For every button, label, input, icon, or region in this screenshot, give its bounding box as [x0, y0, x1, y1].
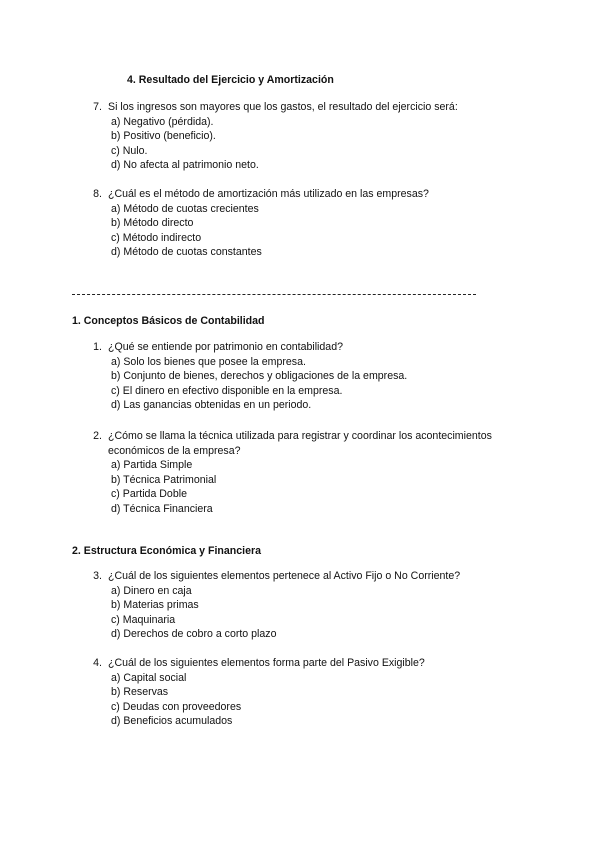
question-text: ¿Cuál de los siguientes elementos pertenece al Activo Fijo o No Corriente? — [108, 570, 461, 582]
question-number: 3. — [93, 570, 102, 582]
option-c: c) Método indirecto — [111, 231, 202, 244]
question-3 — [88, 569, 528, 642]
option-list — [88, 115, 528, 173]
question-text: ¿Qué se entiende por patrimonio en contabilidad? — [108, 341, 343, 353]
question-text: ¿Cuál de los siguientes elementos forma parte del Pasivo Exigible? — [108, 657, 425, 669]
option-a: a) Método de cuotas crecientes — [111, 202, 259, 215]
option-list — [88, 202, 528, 260]
option-d: d) Método de cuotas constantes — [111, 246, 262, 259]
option-a: a) Solo los bienes que posee la empresa. — [111, 355, 306, 368]
question-text: ¿Cuál es el método de amortización más utilizado en las empresas? — [108, 188, 429, 200]
question-7 — [88, 100, 528, 173]
question-2 — [88, 429, 528, 517]
question-number: 7. — [93, 101, 102, 113]
option-b: b) Reservas — [111, 686, 169, 699]
option-c: c) Deudas con proveedores — [111, 700, 242, 713]
question-4 — [88, 656, 528, 729]
question-number: 1. — [93, 341, 102, 353]
question-number: 2. — [93, 430, 102, 442]
section-heading-resultado: 4. Resultado del Ejercicio y Amortización — [127, 74, 334, 86]
section-divider — [72, 294, 476, 295]
section-heading-conceptos: 1. Conceptos Básicos de Contabilidad — [72, 315, 265, 327]
option-c: c) Nulo. — [111, 144, 148, 157]
option-b: b) Positivo (beneficio). — [111, 130, 216, 143]
option-d: d) No afecta al patrimonio neto. — [111, 159, 259, 172]
question-text: ¿Cómo se llama la técnica utilizada para registrar y coordinar los acontecimientos económicos de la empresa? — [108, 430, 492, 457]
option-a: a) Dinero en caja — [111, 584, 192, 597]
option-list — [88, 355, 528, 413]
option-b: b) Conjunto de bienes, derechos y obligaciones de la empresa. — [111, 370, 408, 383]
option-a: a) Negativo (pérdida). — [111, 115, 214, 128]
question-1 — [88, 340, 528, 413]
question-8 — [88, 187, 528, 260]
option-b: b) Materias primas — [111, 599, 199, 612]
option-b: b) Técnica Patrimonial — [111, 473, 217, 486]
question-text: Si los ingresos son mayores que los gastos, el resultado del ejercicio será: — [108, 101, 458, 113]
option-a: a) Partida Simple — [111, 459, 193, 472]
option-list — [88, 584, 528, 642]
option-c: c) Partida Doble — [111, 488, 187, 501]
question-number: 4. — [93, 657, 102, 669]
option-c: c) El dinero en efectivo disponible en la empresa. — [111, 384, 343, 397]
option-d: d) Técnica Financiera — [111, 502, 213, 515]
option-c: c) Maquinaria — [111, 613, 176, 626]
option-a: a) Capital social — [111, 671, 187, 684]
question-number: 8. — [93, 188, 102, 200]
option-list — [88, 458, 528, 516]
section-heading-estructura: 2. Estructura Económica y Financiera — [72, 545, 261, 557]
option-d: d) Derechos de cobro a corto plazo — [111, 628, 277, 641]
option-d: d) Beneficios acumulados — [111, 715, 233, 728]
option-d: d) Las ganancias obtenidas en un periodo. — [111, 399, 312, 412]
option-b: b) Método directo — [111, 217, 194, 230]
option-list — [88, 671, 528, 729]
